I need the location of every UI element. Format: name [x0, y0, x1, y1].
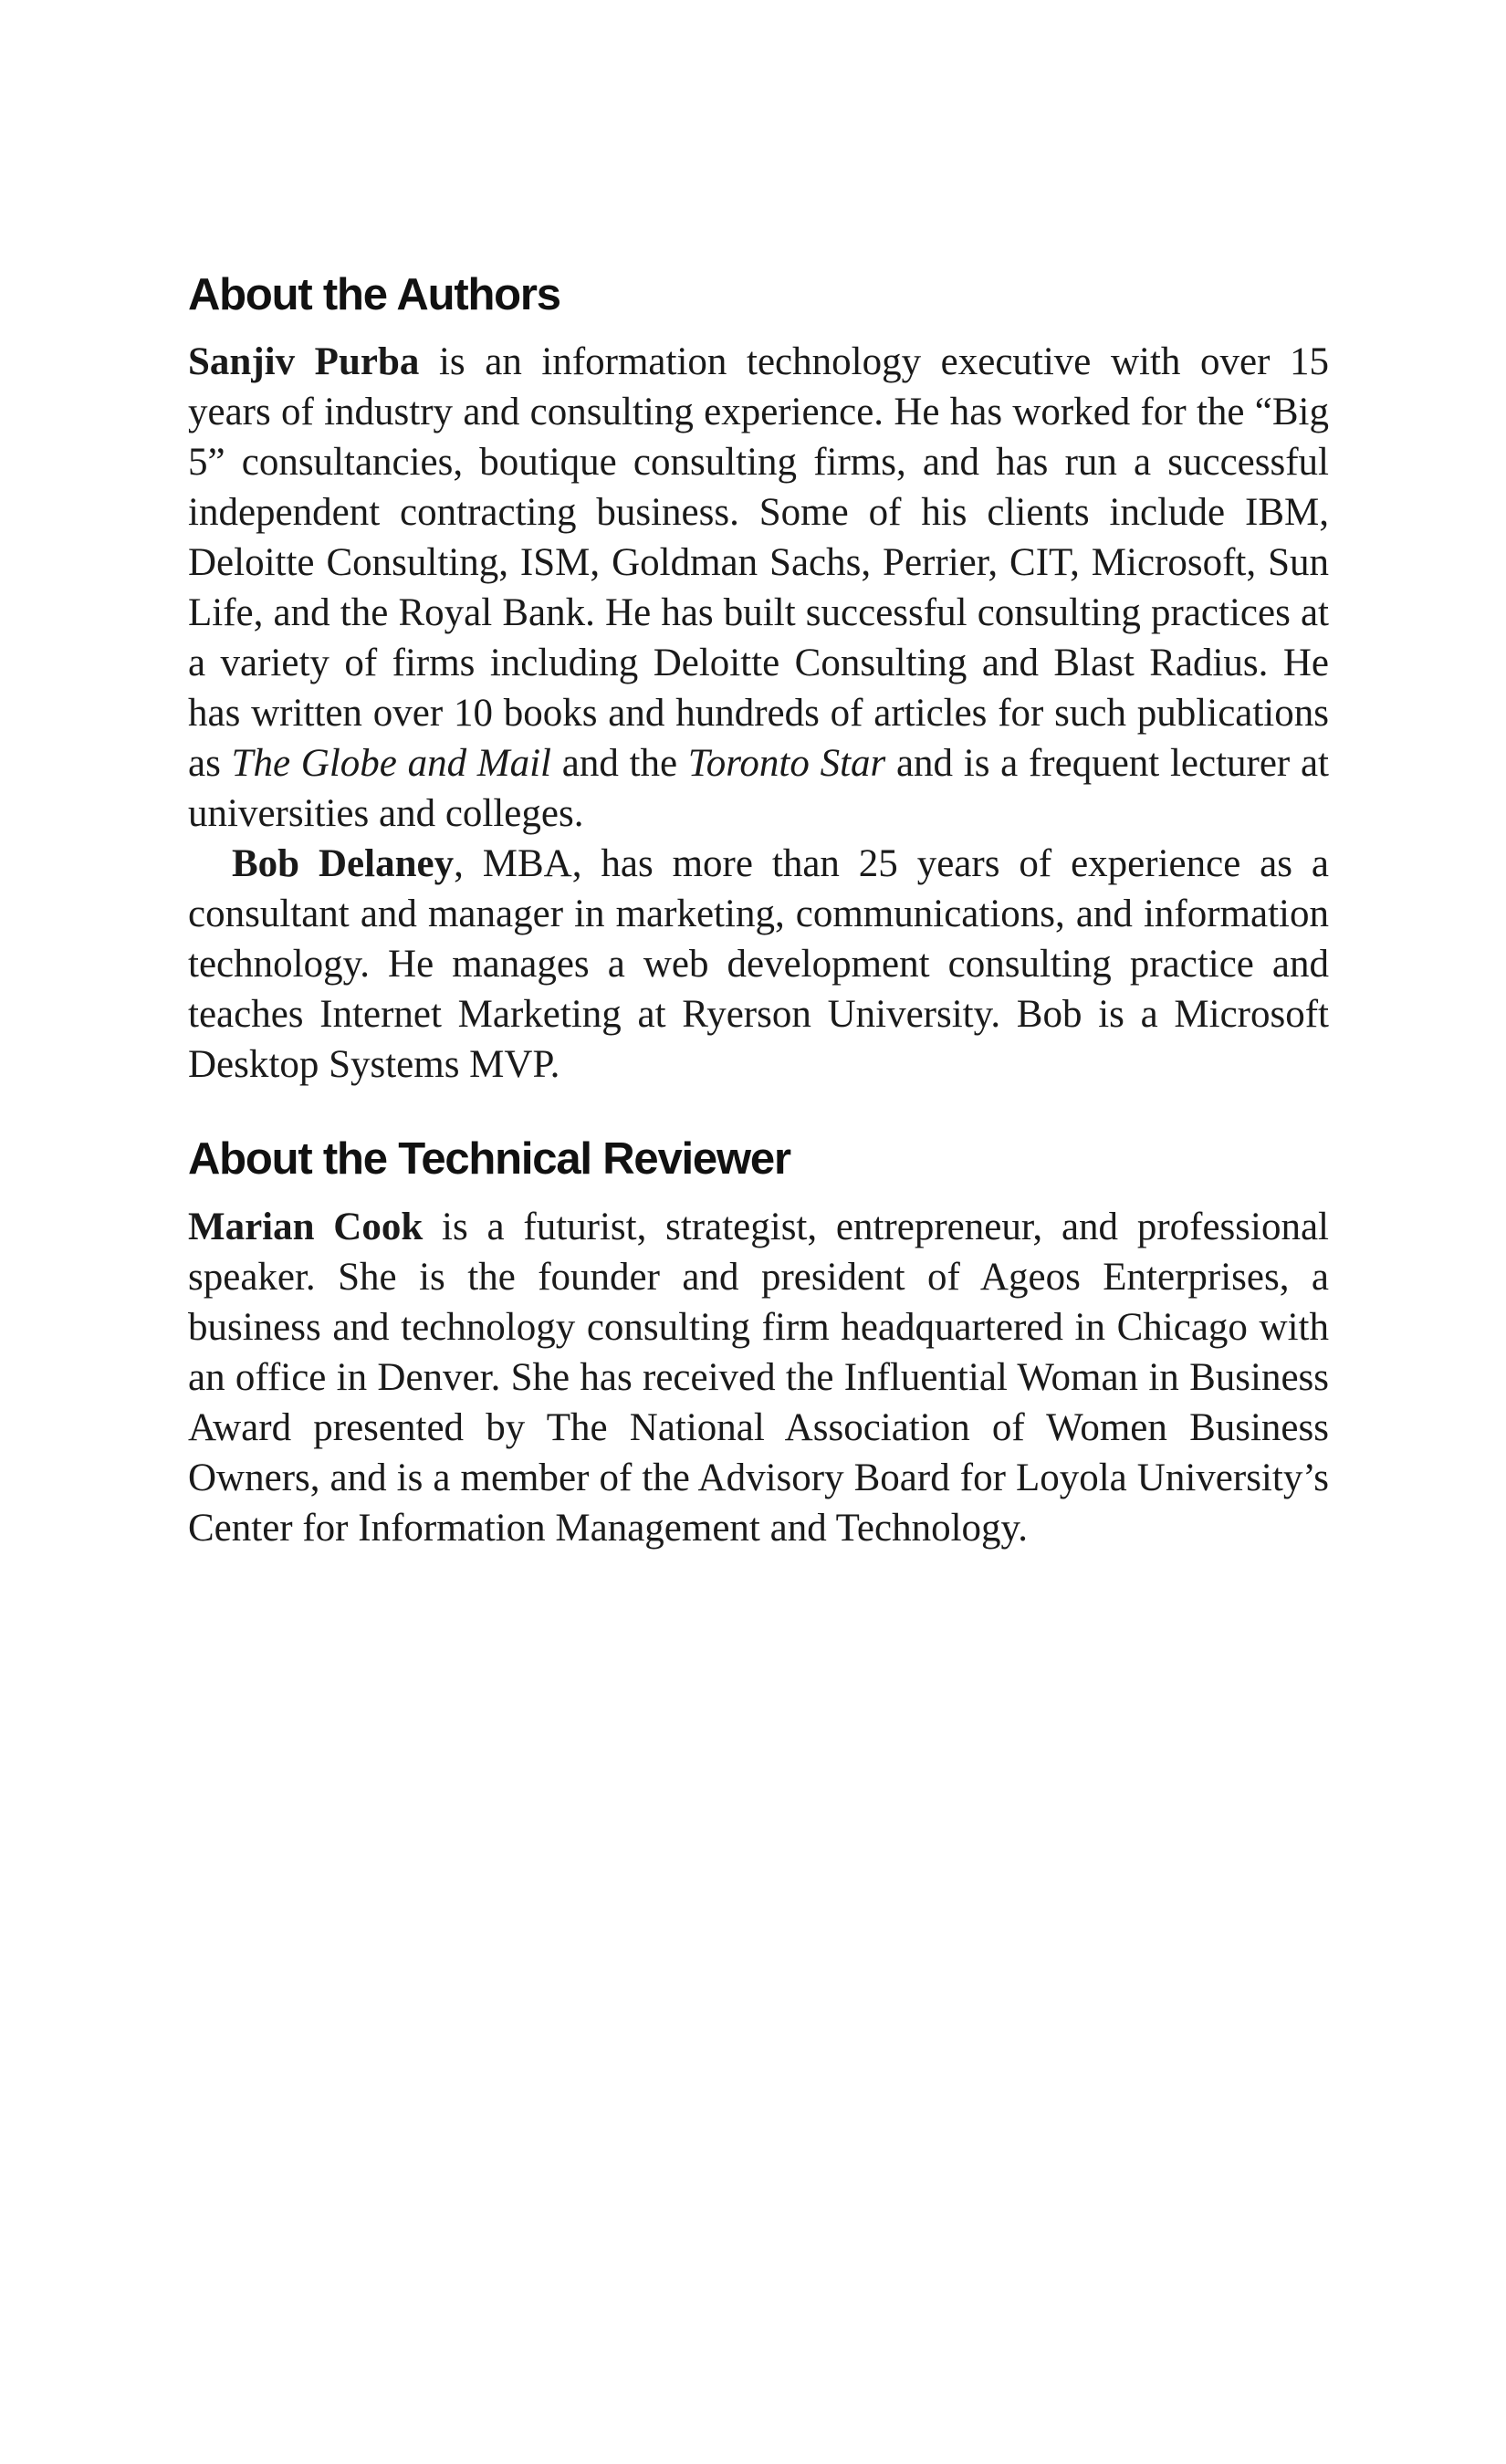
bio-text: and the	[551, 742, 688, 786]
author-bio-sanjiv	[188, 337, 1329, 839]
bio-text: and is a frequent lecturer at universities and colleges.	[188, 742, 1329, 836]
reviewer-heading: About the Technical Reviewer	[188, 1134, 790, 1185]
bio-text: , MBA, has more than 25 years of experience as a consultant and manager in marketing, communications, and information technology. He manages a web development consulting practice and teaches Internet Marketing at Ryerson University. Bob is a Microsoft Desktop Systems MVP.	[188, 842, 1329, 1087]
reviewer-bio-marian	[188, 1202, 1329, 1553]
bio-text: is a futurist, strategist, entrepreneur, and professional speaker. She is the founder and president of Ageos Enterprises, a business and technology consulting firm headquartered in Chicago with an office in Denver. She has received the Influential Woman in Business Award presented by The National Association of Women Business Owners, and is a member of the Advisory Board for Loyola University’s Center for Information Management and Technology.	[188, 1205, 1329, 1550]
publication-title: Toronto Star	[687, 742, 886, 786]
author-bio-bob	[188, 839, 1329, 1090]
author-name-bob: Bob Delaney	[232, 842, 455, 886]
book-page	[188, 269, 1329, 1553]
authors-heading: About the Authors	[188, 270, 560, 319]
author-name-sanjiv: Sanjiv Purba	[188, 340, 420, 384]
reviewer-name-marian: Marian Cook	[188, 1205, 424, 1248]
bio-text: is an information technology executive with over 15 years of industry and consulting experience. He has worked for the “Big 5” consultancies, boutique consulting firms, and has run a successful independent contracting business. Some of his clients include IBM, Deloitte Consulting, ISM, Goldman Sachs, Perrier, CIT, Microsoft, Sun Life, and the Royal Bank. He has built successful consulting practices at a variety of firms including Deloitte Consulting and Blast Radius. He has written over 10 books and hundreds of articles for such publications as	[188, 340, 1329, 786]
publication-title: The Globe and Mail	[231, 742, 552, 786]
